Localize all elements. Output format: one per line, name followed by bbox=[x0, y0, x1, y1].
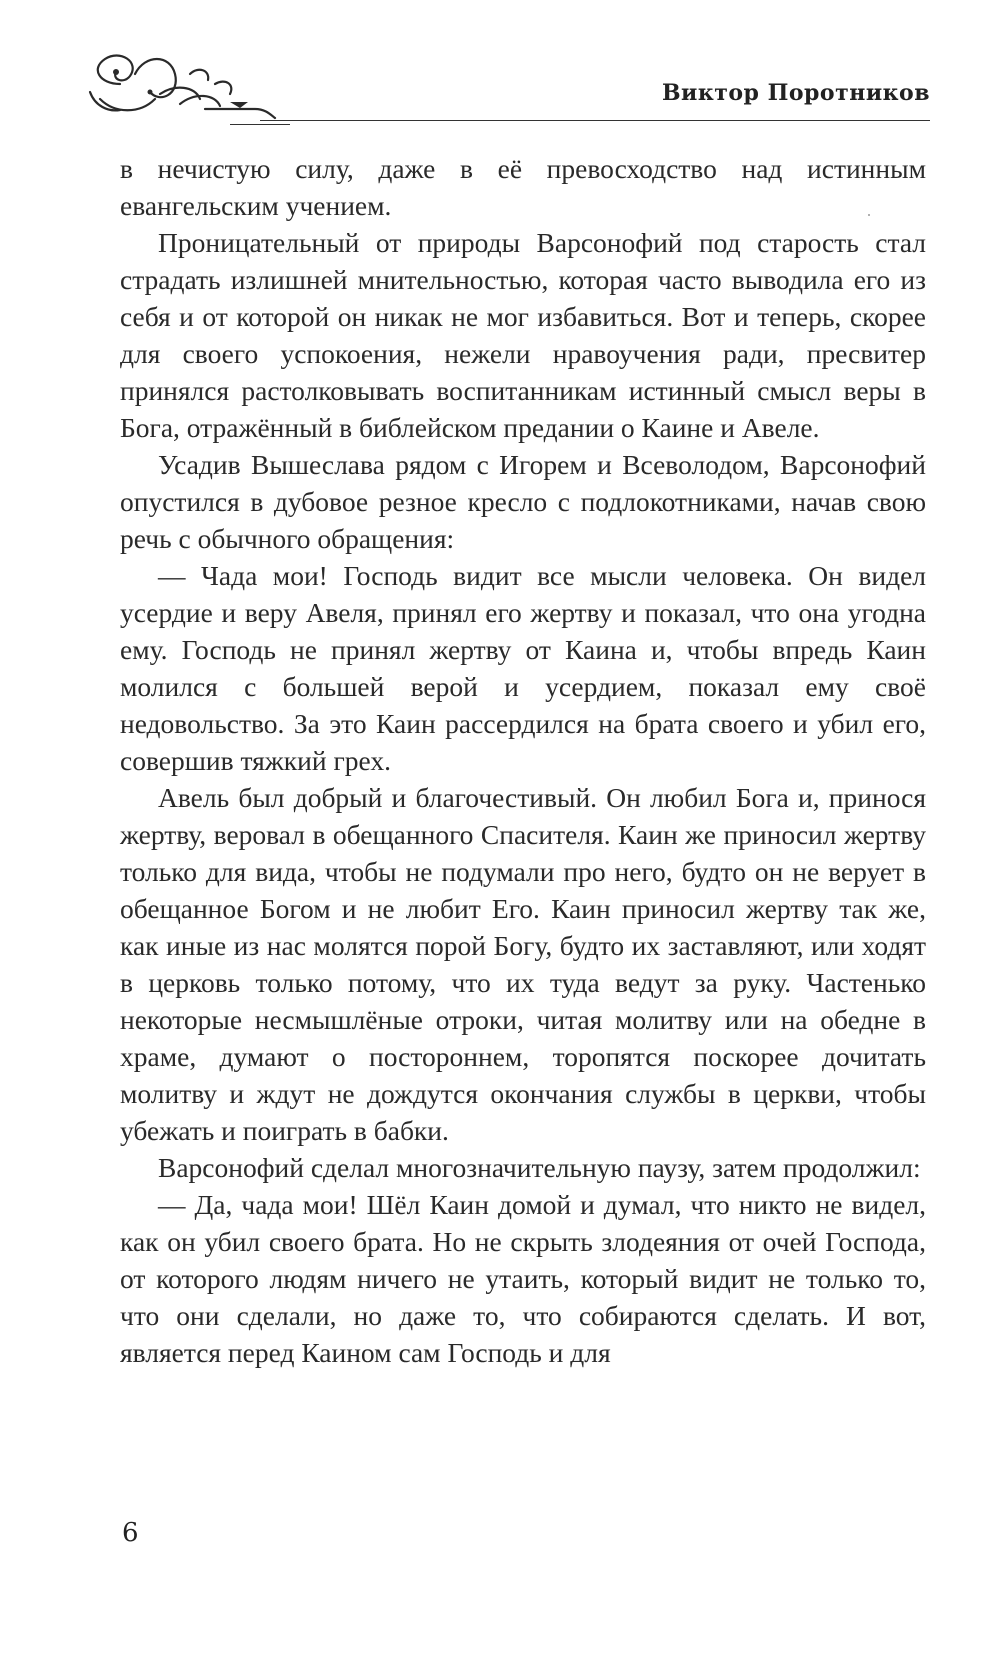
body-text bbox=[120, 150, 926, 1371]
paragraph: — Да, чада мои! Шёл Каин домой и думал, что никто не видел, как он убил своего брата. Но не скрыть злодеяния от очей Господа, от которого людям ничего не утаить, который видит не только то, что они сделали, но даже то, что собираются сделать. И вот, является перед Каином сам Господь и для bbox=[120, 1189, 926, 1368]
running-head-author: Виктор Поротников bbox=[661, 80, 930, 106]
paragraph: Проницательный от природы Варсонофий под старость стал страдать излишней мнительностью, которая часто выводила его из себя и от которой он никак не мог избавиться. Вот и теперь, скорее для своего успокоения, нежели нравоучения ради, пресвитер принялся растолковывать воспитанникам истинный смысл веры в Бога, отражённый в библейском предании о Каине и Авеле. bbox=[120, 227, 926, 443]
scroll-ornament-icon bbox=[80, 44, 280, 124]
paragraph: Авель был добрый и благочестивый. Он любил Бога и, принося жертву, веровал в обещанного Спасителя. Каин же приносил жертву только для вида, чтобы не подумали про него, будто он не верует в обещанное Богом и не любит Его. Каин приносил жертву так же, как иные из нас молятся порой Богу, будто их заставляют, или ходят в церковь только потому, что их туда ведут за руку. Частенько некоторые несмышлёные отроки, читая молитву или на обедне в храме, думают о постороннем, торопятся поскорее дочитать молитву и ждут не дождутся окончания службы в церкви, чтобы убежать и поиграть в бабки. bbox=[120, 782, 926, 1146]
paragraph: в нечистую силу, даже в её превосходство над истинным евангельским учением. bbox=[120, 153, 926, 221]
paragraph: Усадив Вышеслава рядом с Игорем и Всеволодом, Варсонофий опустился в дубовое резное кресло с подлокотниками, начав свою речь с обычного обращения: bbox=[120, 449, 926, 554]
header-rule-secondary bbox=[230, 124, 290, 125]
page-number: 6 bbox=[122, 1518, 139, 1548]
header-rule bbox=[260, 120, 930, 121]
paragraph: — Чада мои! Господь видит все мысли человека. Он видел усердие и веру Авеля, принял его жертву и показал, что она угодна ему. Господь не принял жертву от Каина и, чтобы впредь Каин молился с большей верой и усердием, показал ему своё недовольство. За это Каин рассердился на брата своего и убил его, совершив тяжкий грех. bbox=[120, 560, 926, 776]
page-header bbox=[80, 38, 930, 128]
paragraph: Варсонофий сделал многозначительную паузу, затем продолжил: bbox=[158, 1152, 921, 1183]
